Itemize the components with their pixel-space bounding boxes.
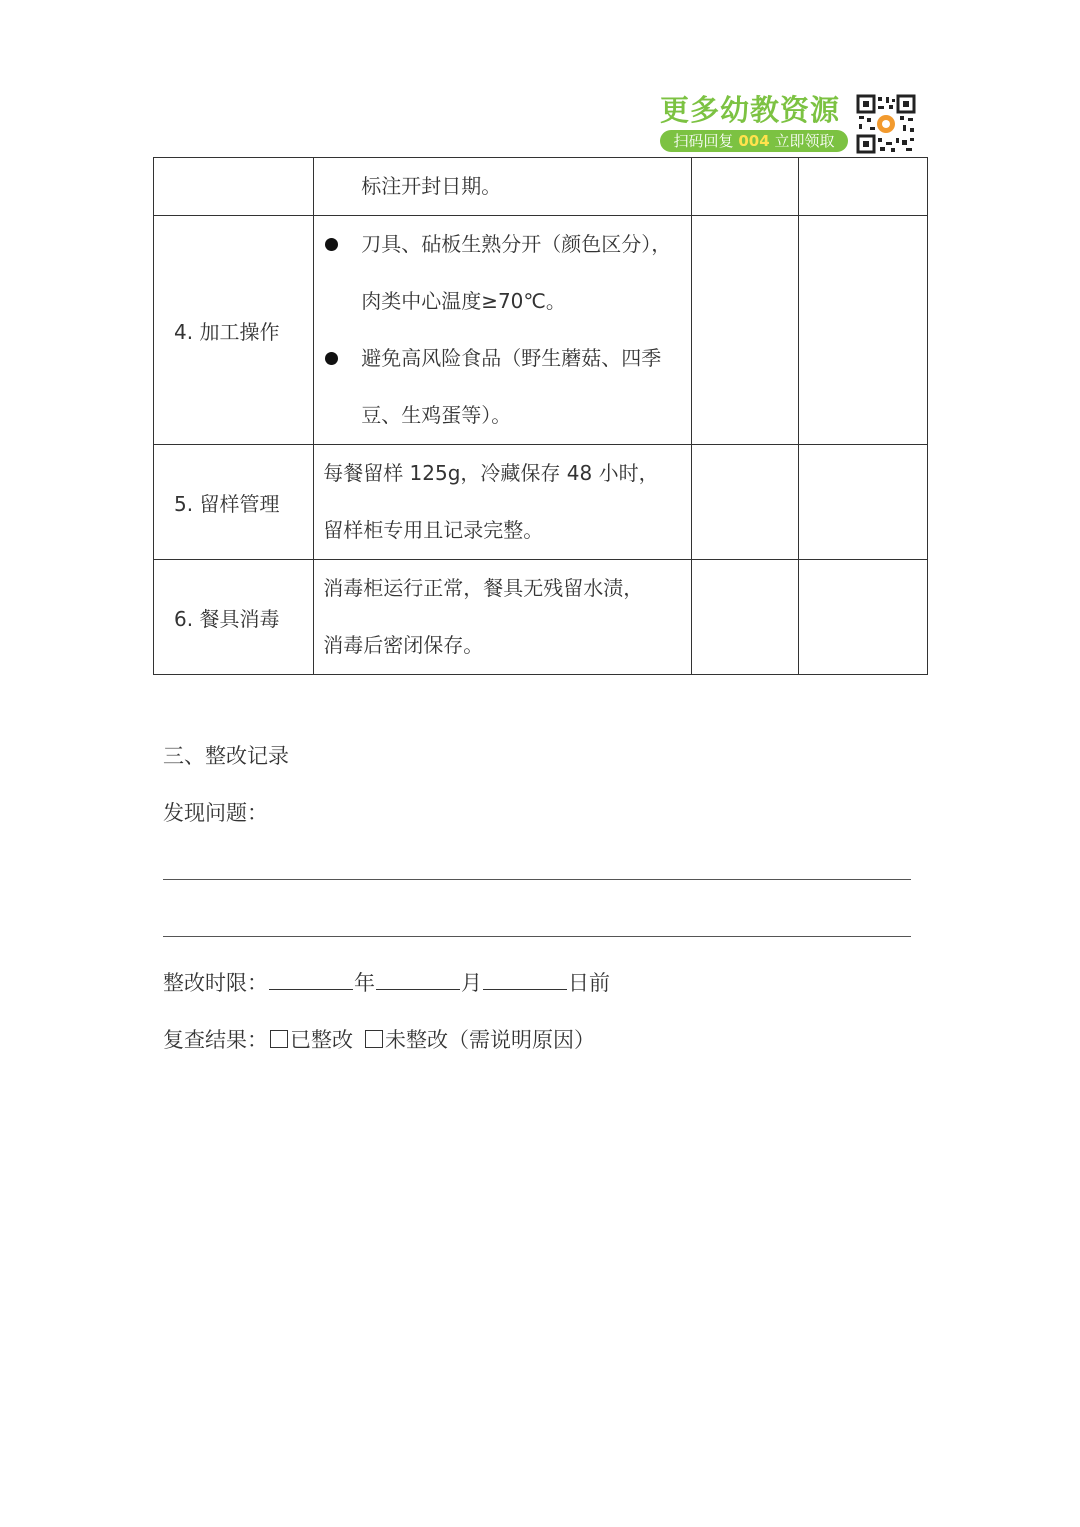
not-done-option-label: 未整改（需说明原因） [385,1028,595,1052]
requirement-cell [314,445,691,560]
item-cell: 6. 餐具消毒 [154,560,314,675]
pill-code: 004 [738,132,770,150]
requirement-cell [314,216,691,445]
table-row [154,158,928,216]
done-option-label: 已整改 [290,1028,353,1052]
banner-title: 更多幼教资源 [660,93,841,127]
problem-line-1[interactable] [163,879,911,880]
remark-cell[interactable] [798,158,927,216]
requirement-line: 避免高风险食品（野生蘑菇、四季 [361,346,662,370]
requirement-line: 每餐留样 125g，冷藏保存 48 小时， [323,461,659,485]
promo-banner[interactable] [660,94,918,156]
requirement-cell [314,560,691,675]
qr-code-icon[interactable] [856,94,916,154]
day-before-label: 日前 [568,971,610,995]
requirement-line: 留样柜专用且记录完整。 [323,518,544,542]
table-row [154,445,928,560]
result-cell[interactable] [691,560,798,675]
bullet-item [314,330,690,387]
requirement-line: 豆、生鸡蛋等）。 [361,403,512,427]
day-blank[interactable] [483,971,567,990]
pill-prefix: 扫码回复 [673,132,734,150]
deadline-label: 整改时限： [163,971,268,995]
requirement-line: 肉类中心温度≥70℃。 [361,289,566,313]
requirement-line: 消毒柜运行正常，餐具无残留水渍， [323,576,644,600]
remark-cell[interactable] [798,560,927,675]
recheck-label: 复查结果： [163,1028,268,1052]
table-row [154,560,928,675]
done-checkbox[interactable] [270,1030,288,1048]
month-blank[interactable] [376,971,460,990]
table-row [154,216,928,445]
pill-suffix: 立即领取 [774,132,835,150]
bullet-icon [325,352,338,365]
month-label: 月 [461,971,482,995]
year-label: 年 [354,971,375,995]
result-cell[interactable] [691,445,798,560]
problem-label: 发现问题： [163,801,268,825]
result-cell[interactable] [691,216,798,445]
item-cell: 5. 留样管理 [154,445,314,560]
bullet-item [314,216,690,273]
requirement-line: 标注开封日期。 [361,174,502,198]
section-heading: 三、整改记录 [163,744,289,768]
item-cell: 4. 加工操作 [154,216,314,445]
banner-pill [660,130,848,152]
result-cell[interactable] [691,158,798,216]
year-blank[interactable] [269,971,353,990]
remark-cell[interactable] [798,216,927,445]
checklist-table [153,157,928,675]
item-cell [154,158,314,216]
bullet-icon [325,238,338,251]
requirement-line: 消毒后密闭保存。 [323,633,484,657]
problem-line-2[interactable] [163,936,911,937]
remark-cell[interactable] [798,445,927,560]
requirement-line: 刀具、砧板生熟分开（颜色区分）， [361,232,672,256]
requirement-cell [314,158,691,216]
deadline-row [163,967,610,997]
not-done-checkbox[interactable] [365,1030,383,1048]
recheck-row [163,1024,595,1054]
